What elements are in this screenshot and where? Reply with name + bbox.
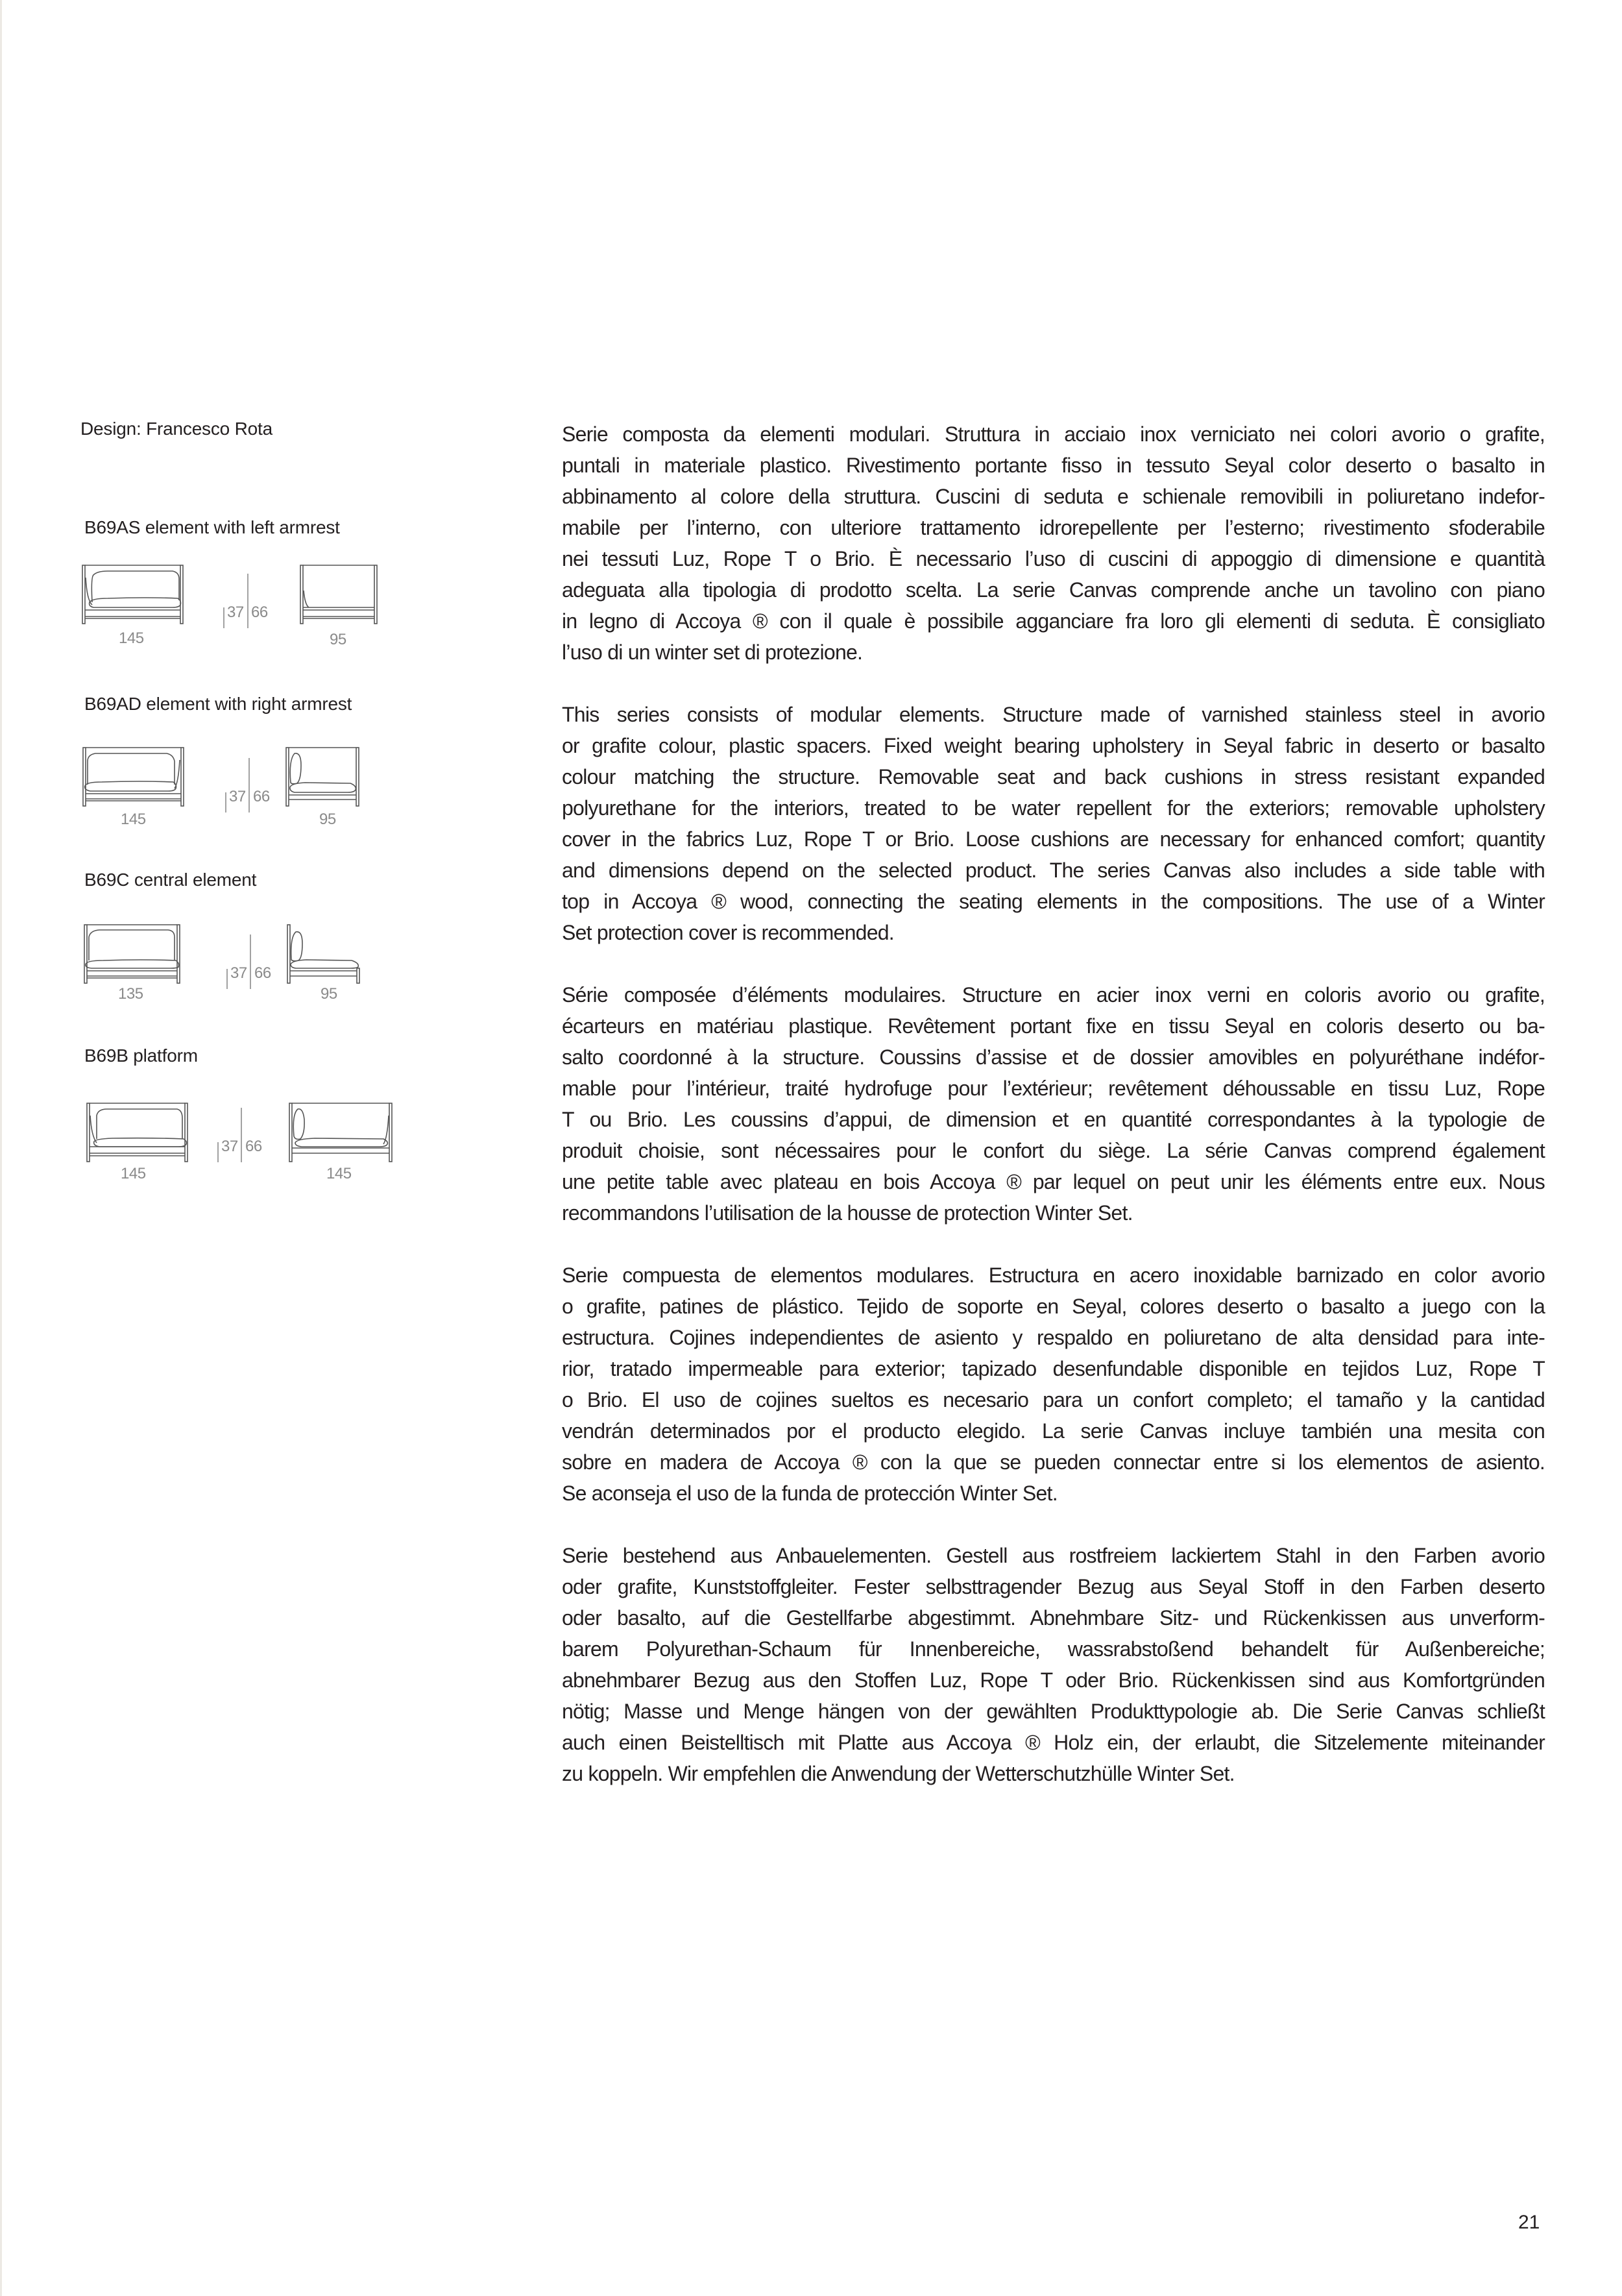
text-line: sobre en madera de Accoya ® con la que se pueden connectar entre si los elementos de asiento.: [562, 1450, 1545, 1474]
text-line: in legno di Accoya ® con il quale è possibile agganciare fra loro gli elementi di seduta. È consigliato: [562, 609, 1545, 633]
text-line: T ou Brio. Les coussins d’appui, de dimension et en quantité correspondantes à la typologie de: [562, 1108, 1545, 1131]
page-number: 21: [1518, 2212, 1540, 2233]
product-title: B69AS element with left armrest: [84, 517, 340, 537]
text-line: mabile per l’interno, con ulteriore trattamento idrorepellente per l’esterno; rivestimento sfoderabile: [562, 516, 1545, 539]
side-depth-label: 95: [330, 631, 346, 648]
text-line: Se aconseja el uso de la funda de protección Winter Set.: [562, 1482, 1058, 1505]
description-fr: [562, 979, 1545, 1228]
side-view-drawing: [300, 565, 378, 624]
text-line: adeguata alla tipologia di prodotto scelta. La serie Canvas comprende anche un tavolino con piano: [562, 578, 1545, 602]
text-line: colour matching the structure. Removable seat and back cushions in stress resistant expanded: [562, 765, 1545, 788]
front-view-drawing: [82, 747, 184, 807]
text-line: o grafite, patines de plástico. Tejido de soporte en Seyal, colores deserto o basalto a juego con la: [562, 1295, 1545, 1318]
description-es: [562, 1260, 1545, 1509]
product-title: B69B platform: [84, 1045, 198, 1066]
text-line: estructura. Cojines independientes de asiento y respaldo en poliuretano de alta densidad para inte-: [562, 1326, 1545, 1349]
text-line: Série composée d’éléments modulaires. Structure en acier inox verni en coloris avorio ou grafite,: [562, 983, 1545, 1007]
total-height-label: 66: [251, 604, 268, 621]
seat-height-label: 37: [230, 964, 247, 982]
text-line: abbinamento al colore della struttura. Cuscini di seduta e schienale removibili in poliuretano indefor-: [562, 485, 1545, 508]
text-line: Serie composta da elementi modulari. Struttura in acciaio inox verniciato nei colori avorio o grafite,: [562, 422, 1545, 446]
text-line: oder grafite, Kunststoffgleiter. Fester selbsttragender Bezug aus Seyal Stoff in den Farben deserto: [562, 1575, 1545, 1598]
front-width-label: 145: [121, 1165, 146, 1182]
total-height-label: 66: [245, 1138, 262, 1155]
text-line: mable pour l’intérieur, traité hydrofuge pour l’extérieur; revêtement déhoussable en tissu Luz, Rope: [562, 1077, 1545, 1100]
side-depth-label: 95: [321, 985, 337, 1003]
text-line: l’uso di un winter set di protezione.: [562, 641, 863, 664]
product-title: B69C central element: [84, 870, 257, 890]
height-dimensions: [217, 1108, 262, 1163]
text-line: recommandons l’utilisation de la housse de protection Winter Set.: [562, 1201, 1133, 1225]
text-line: Set protection cover is recommended.: [562, 921, 894, 944]
description-column: [562, 419, 1545, 1820]
product-title: B69AD element with right armrest: [84, 694, 352, 714]
front-view-drawing: [84, 924, 180, 984]
front-view-drawing: [86, 1103, 188, 1162]
text-line: top in Accoya ® wood, connecting the seating elements in the compositions. The use of a Winter: [562, 890, 1545, 913]
front-width-label: 145: [119, 629, 144, 647]
text-line: salto coordonné à la structure. Coussins d’assise et de dossier amovibles en polyuréthane indéfor-: [562, 1045, 1545, 1069]
text-line: and dimensions depend on the selected product. The series Canvas also includes a side table with: [562, 859, 1545, 882]
total-height-label: 66: [253, 788, 270, 805]
side-view-drawing: [285, 747, 359, 807]
description-de: [562, 1540, 1545, 1789]
text-line: nötig; Masse und Menge hängen von der gewählten Produkttypologie ab. Die Serie Canvas schließt: [562, 1700, 1545, 1723]
text-line: polyurethane for the interiors, treated to be water repellent for the exteriors; removable upholstery: [562, 796, 1545, 820]
text-line: puntali in materiale plastico. Rivestimento portante fisso in tessuto Seyal color deserto o basalto in: [562, 454, 1545, 477]
text-line: o Brio. El uso de cojines sueltos es necesario para un confort completo; el tamaño y la cantidad: [562, 1388, 1545, 1411]
text-line: or grafite colour, plastic spacers. Fixed weight bearing upholstery in Seyal fabric in deserto or basalto: [562, 734, 1545, 757]
description-it: [562, 419, 1545, 668]
height-dimensions: [225, 758, 270, 813]
seat-height-label: 37: [227, 604, 244, 621]
front-view-drawing: [82, 565, 184, 624]
seat-height-label: 37: [221, 1138, 238, 1155]
seat-height-label: 37: [229, 788, 246, 805]
text-line: oder basalto, auf die Gestellfarbe abgestimmt. Abnehmbare Sitz- und Rückenkissen aus unverform-: [562, 1606, 1545, 1630]
height-dimensions: [223, 574, 268, 629]
description-en: [562, 699, 1545, 948]
text-line: zu koppeln. Wir empfehlen die Anwendung der Wetterschutzhülle Winter Set.: [562, 1762, 1235, 1785]
text-line: auch einen Beistelltisch mit Platte aus Accoya ® Holz ein, der erlaubt, die Sitzelemente miteinander: [562, 1731, 1545, 1754]
side-depth-label: 145: [326, 1165, 352, 1182]
text-line: This series consists of modular elements. Structure made of varnished stainless steel in avorio: [562, 703, 1545, 726]
front-width-label: 135: [118, 985, 143, 1003]
side-view-drawing: [289, 1103, 393, 1162]
text-line: rior, tratado impermeable para exterior; tapizado desenfundable disponible en tejidos Luz, Rope T: [562, 1357, 1545, 1380]
side-depth-label: 95: [319, 811, 336, 828]
text-line: écarteurs en matériau plastique. Revêtement portant fixe en tissu Seyal en coloris deserto ou ba-: [562, 1014, 1545, 1038]
total-height-label: 66: [254, 964, 271, 982]
product-specs-column: [0, 0, 493, 2296]
height-dimensions: [226, 934, 271, 990]
text-line: nei tessuti Luz, Rope T o Brio. È necessario l’uso di cuscini di appoggio di dimensione e quantità: [562, 547, 1545, 570]
text-line: abnehmbarer Bezug aus den Stoffen Luz, Rope T oder Brio. Rückenkissen sind aus Komfortgründen: [562, 1668, 1545, 1692]
designer-credit: Design: Francesco Rota: [80, 419, 272, 439]
text-line: Serie bestehend aus Anbauelementen. Gestell aus rostfreiem lackiertem Stahl in den Farben avorio: [562, 1544, 1545, 1567]
text-line: barem Polyurethan-Schaum für Innenbereiche, wassrabstoßend behandelt für Außenbereiche;: [562, 1637, 1545, 1661]
front-width-label: 145: [121, 811, 146, 828]
text-line: cover in the fabrics Luz, Rope T or Brio. Loose cushions are necessary for enhanced comfort; quantity: [562, 827, 1545, 851]
text-line: une petite table avec plateau en bois Accoya ® par lequel on peut unir les éléments entre eux. Nous: [562, 1170, 1545, 1193]
text-line: produit choisie, sont nécessaires pour le confort du siège. La série Canvas comprend également: [562, 1139, 1545, 1162]
side-view-drawing: [287, 924, 360, 984]
text-line: Serie compuesta de elementos modulares. Estructura en acero inoxidable barnizado en color avorio: [562, 1264, 1545, 1287]
text-line: vendrán determinados por el producto elegido. La serie Canvas incluye también una mesita con: [562, 1419, 1545, 1443]
